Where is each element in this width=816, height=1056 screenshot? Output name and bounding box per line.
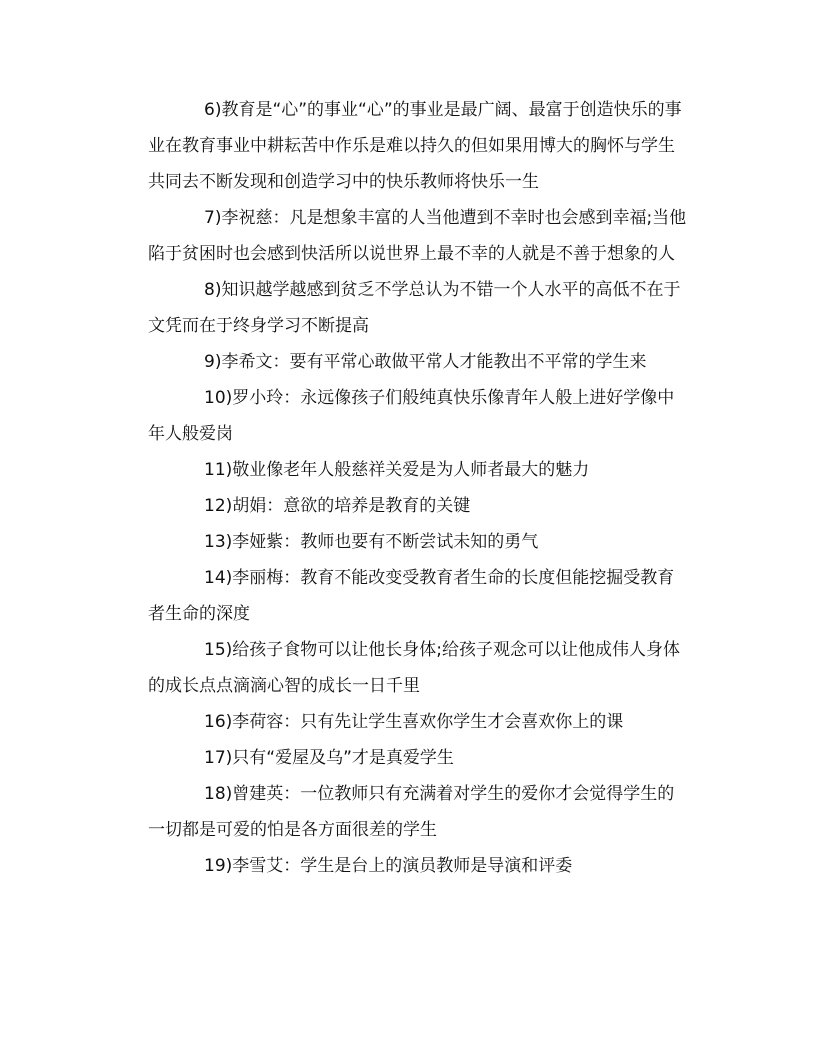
paragraph-13: 13)李娅紫：教师也要有不断尝试未知的勇气 — [204, 532, 539, 552]
paragraph-17: 17)只有“爱屋及乌”才是真爱学生 — [204, 748, 454, 768]
paragraph-8: 8)知识越学越感到贫乏不学总认为不错一个人水平的高低不在于文凭而在于终身学习不断提高 — [148, 280, 681, 336]
paragraph-18: 18)曾建英：一位教师只有充满着对学生的爱你才会觉得学生的一切都是可爱的怕是各方面很差的学生 — [148, 784, 675, 840]
paragraph-19: 19)李雪艾：学生是台上的演员教师是导演和评委 — [204, 856, 573, 876]
paragraph-7: 7)李祝慈：凡是想象丰富的人当他遭到不幸时也会感到幸福;当他陷于贫困时也会感到快活所以说世界上最不幸的人就是不善于想象的人 — [148, 208, 687, 264]
paragraph-12: 12)胡娟：意欲的培养是教育的关键 — [204, 496, 471, 516]
paragraph-10: 10)罗小玲：永远像孩子们般纯真快乐像青年人般上进好学像中年人般爱岗 — [148, 388, 675, 444]
document-body — [148, 92, 688, 884]
paragraph-15: 15)给孩子食物可以让他长身体;给孩子观念可以让他成伟人身体的成长点点滴滴心智的成长一日千里 — [148, 640, 680, 696]
paragraph-6: 6)教育是“心”的事业“心”的事业是最广阔、最富于创造快乐的事业在教育事业中耕耘苦中作乐是难以持久的但如果用博大的胸怀与学生共同去不断发现和创造学习中的快乐教师将快乐一生 — [148, 100, 682, 192]
paragraph-14: 14)李丽梅：教育不能改变受教育者生命的长度但能挖掘受教育者生命的深度 — [148, 568, 675, 624]
paragraph-9: 9)李希文：要有平常心敢做平常人才能教出不平常的学生来 — [204, 352, 647, 372]
paragraph-11: 11)敬业像老年人般慈祥关爱是为人师者最大的魅力 — [204, 460, 590, 480]
paragraph-16: 16)李荷容：只有先让学生喜欢你学生才会喜欢你上的课 — [204, 712, 624, 732]
